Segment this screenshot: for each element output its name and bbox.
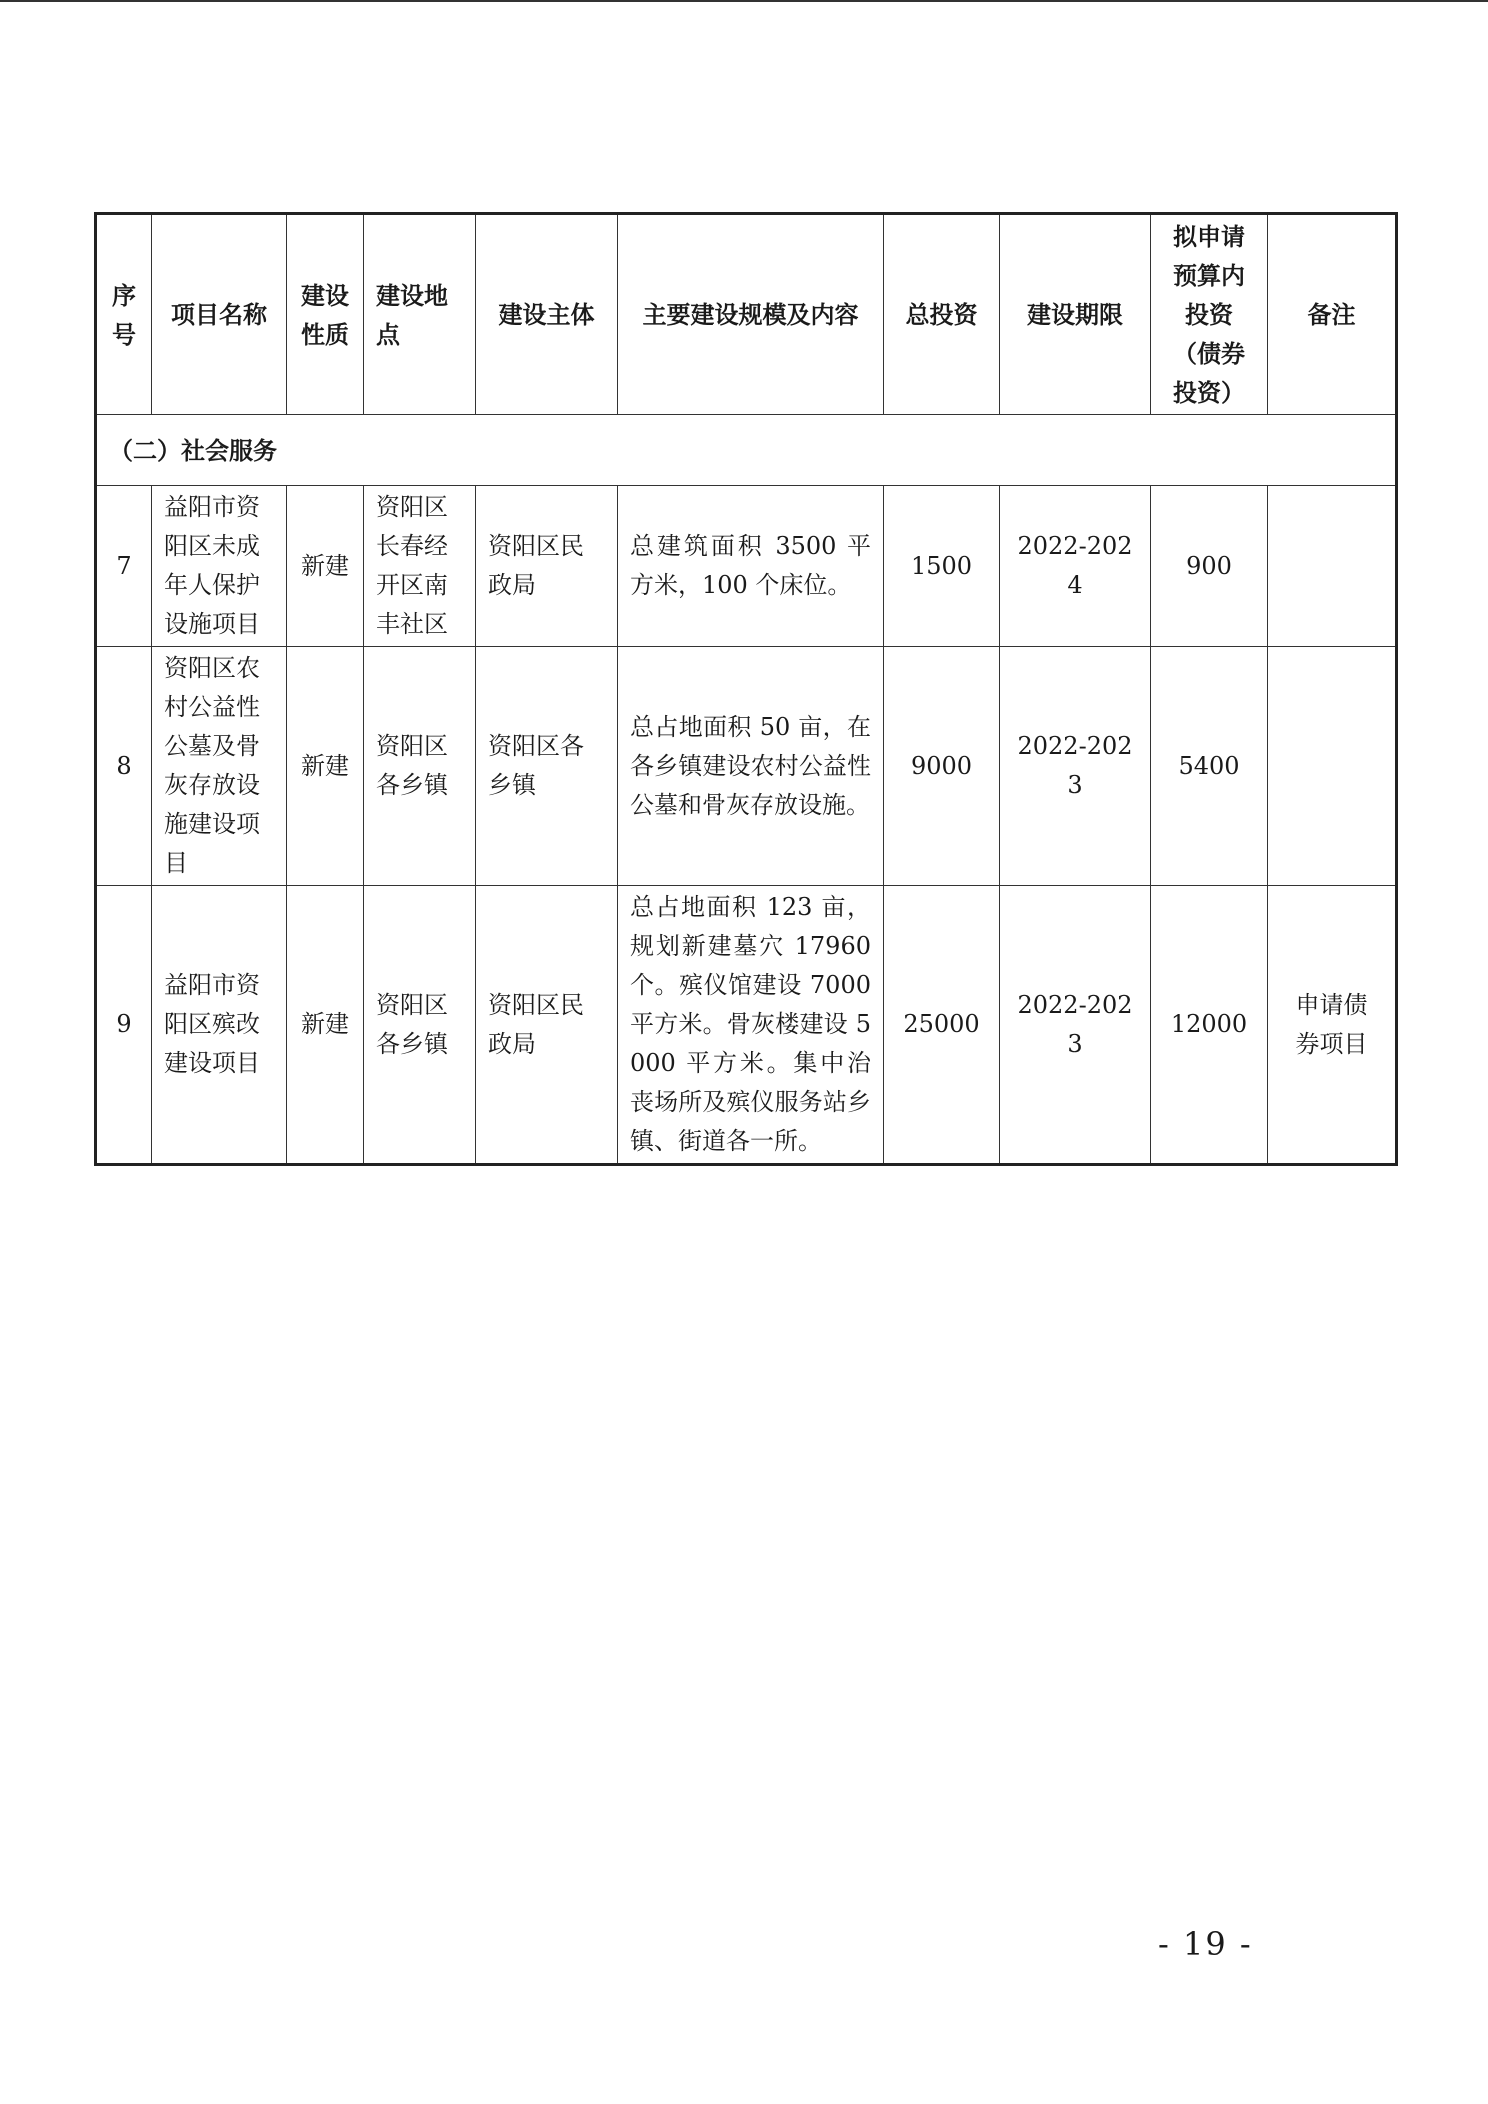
header-nature: 建设性质 [287, 214, 364, 415]
cell-period: 2022-2023 [1000, 647, 1151, 886]
cell-budget: 5400 [1151, 647, 1268, 886]
header-seq: 序号 [96, 214, 152, 415]
cell-entity: 资阳区民政局 [476, 886, 618, 1165]
cell-period: 2022-2024 [1000, 486, 1151, 647]
cell-seq: 7 [96, 486, 152, 647]
cell-content: 总建筑面积 3500 平方米，100 个床位。 [618, 486, 884, 647]
section-title: （二）社会服务 [96, 415, 1397, 486]
table-row [96, 486, 1397, 647]
cell-content: 总占地面积 50 亩，在各乡镇建设农村公益性公墓和骨灰存放设施。 [618, 647, 884, 886]
cell-seq: 9 [96, 886, 152, 1165]
cell-budget: 12000 [1151, 886, 1268, 1165]
table-header-row [96, 214, 1397, 415]
header-entity: 建设主体 [476, 214, 618, 415]
header-content: 主要建设规模及内容 [618, 214, 884, 415]
header-location: 建设地点 [364, 214, 476, 415]
cell-name: 资阳区农村公益性公墓及骨灰存放设施建设项目 [152, 647, 287, 886]
cell-content: 总占地面积 123 亩，规划新建墓穴 17960 个。殡仪馆建设 7000 平方米。骨灰楼建设 5000 平方米。集中治丧场所及殡仪服务站乡镇、街道各一所。 [618, 886, 884, 1165]
cell-remark: 申请债券项目 [1268, 886, 1397, 1165]
top-border-line [0, 0, 1488, 2]
cell-entity: 资阳区各乡镇 [476, 647, 618, 886]
cell-nature: 新建 [287, 886, 364, 1165]
cell-location: 资阳区各乡镇 [364, 647, 476, 886]
cell-nature: 新建 [287, 647, 364, 886]
cell-period: 2022-2023 [1000, 886, 1151, 1165]
cell-total: 1500 [884, 486, 1000, 647]
table-row [96, 886, 1397, 1165]
header-period: 建设期限 [1000, 214, 1151, 415]
cell-location: 资阳区长春经开区南丰社区 [364, 486, 476, 647]
cell-name: 益阳市资阳区未成年人保护设施项目 [152, 486, 287, 647]
header-name: 项目名称 [152, 214, 287, 415]
cell-nature: 新建 [287, 486, 364, 647]
cell-total: 9000 [884, 647, 1000, 886]
cell-total: 25000 [884, 886, 1000, 1165]
project-table [94, 212, 1398, 1166]
header-budget: 拟申请预算内投资（债券投资） [1151, 214, 1268, 415]
cell-entity: 资阳区民政局 [476, 486, 618, 647]
cell-seq: 8 [96, 647, 152, 886]
cell-location: 资阳区各乡镇 [364, 886, 476, 1165]
cell-budget: 900 [1151, 486, 1268, 647]
page-number: - 19 - [1158, 1925, 1253, 1963]
section-row [96, 415, 1397, 486]
cell-name: 益阳市资阳区殡改建设项目 [152, 886, 287, 1165]
cell-remark [1268, 647, 1397, 886]
table-row [96, 647, 1397, 886]
header-remark: 备注 [1268, 214, 1397, 415]
header-total: 总投资 [884, 214, 1000, 415]
cell-remark [1268, 486, 1397, 647]
